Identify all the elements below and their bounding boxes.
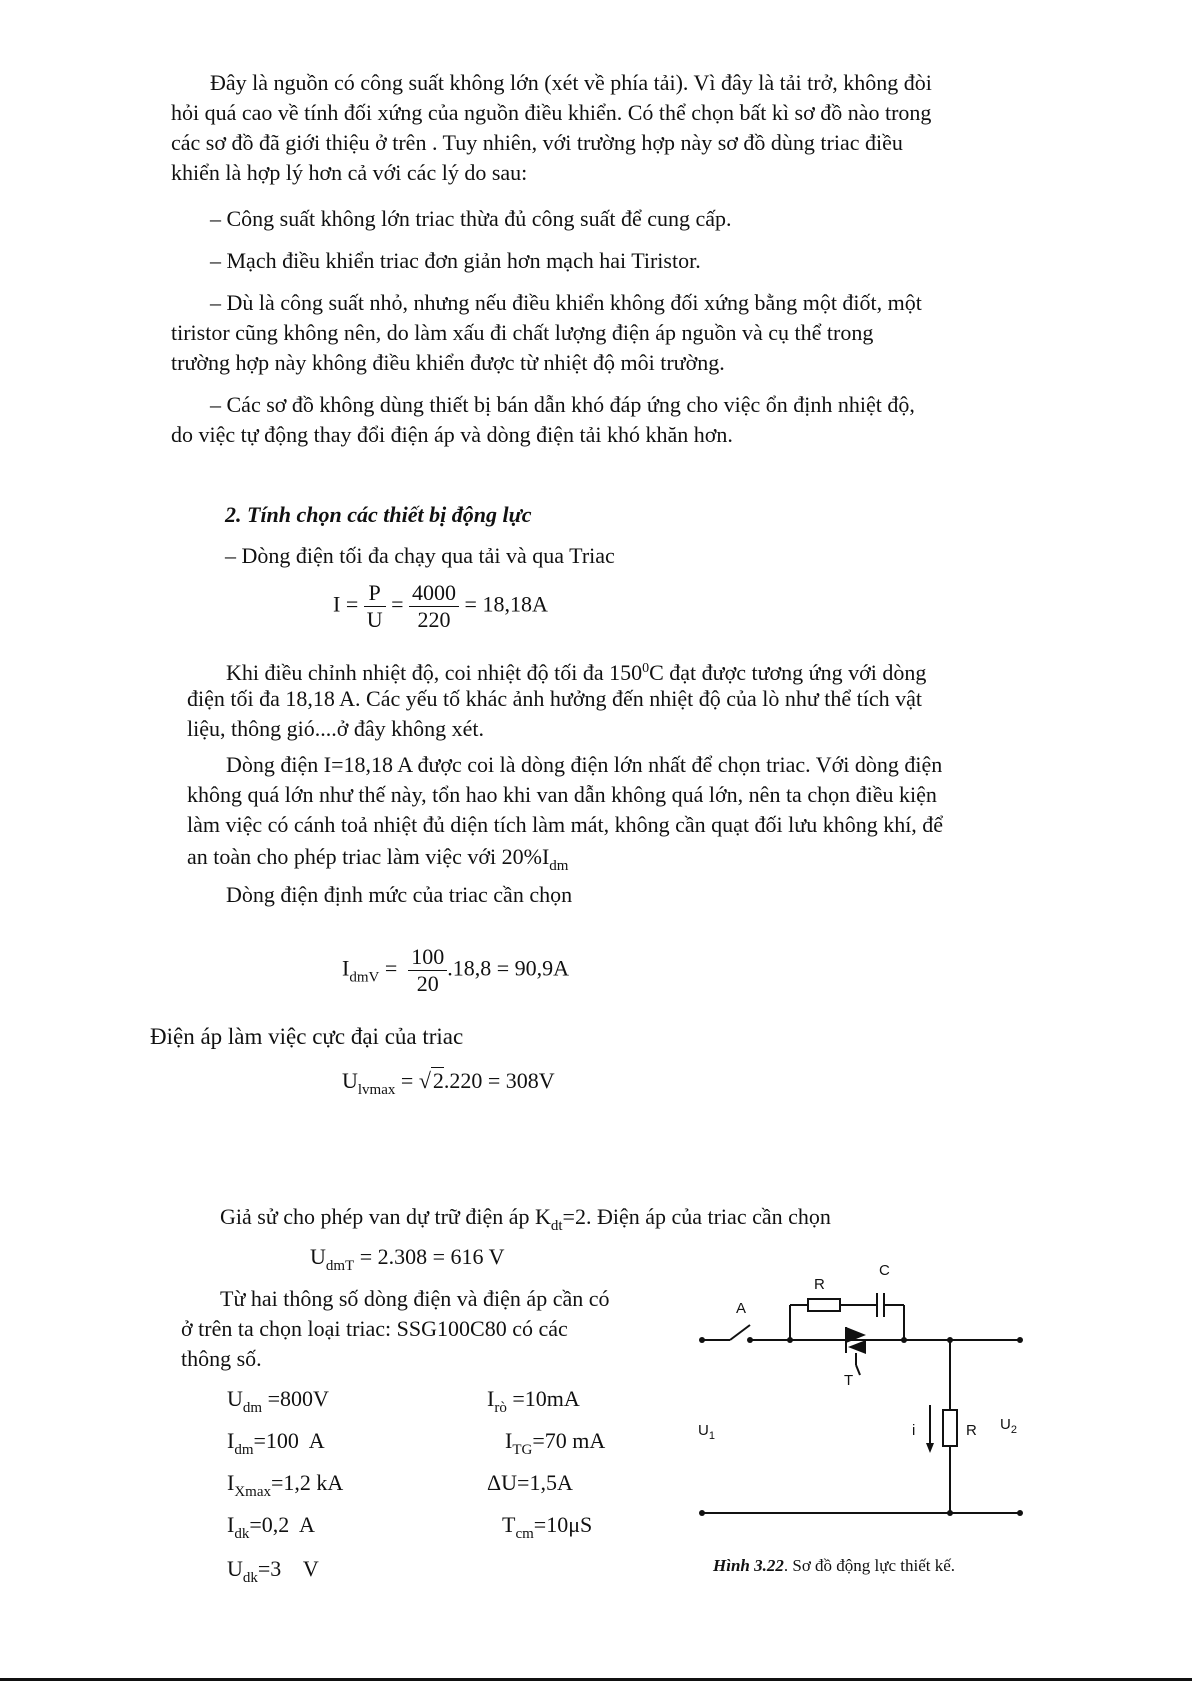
switch-a-blade	[730, 1325, 750, 1340]
resistor-snubber	[808, 1299, 840, 1311]
formula-udmt-lhs: U	[310, 1244, 326, 1269]
reason-3-line-1: – Dù là công suất nhỏ, nhưng nếu điều khiển không đối xứng bằng một điốt, một	[210, 290, 922, 315]
param-udm	[227, 1386, 329, 1417]
temp-line-1	[226, 654, 926, 688]
label-r-snubber: R	[814, 1276, 825, 1293]
fraction-den: U	[366, 607, 383, 632]
label-u2	[1000, 1416, 1017, 1436]
sqrt-sign: √	[418, 1068, 431, 1093]
reason-1: – Công suất không lớn triac thừa đủ công suất để cung cấp.	[210, 206, 732, 231]
param-value: =10μS	[533, 1512, 593, 1537]
formula-udmt-result: = 2.308 = 616 V	[354, 1244, 505, 1269]
param-delta-u	[487, 1470, 573, 1501]
figure-caption-text: . Sơ đồ động lực thiết kế.	[783, 1556, 956, 1575]
choice-line-2: ở trên ta chọn loại triac: SSG100C80 có các	[181, 1316, 568, 1341]
choice-line-1: Từ hai thông số dòng điện và điện áp cần có	[220, 1286, 610, 1311]
formula-idm-result: .18,8 = 90,9A	[447, 955, 570, 981]
formula-udmt	[310, 1244, 505, 1275]
param-symbol: I	[227, 1512, 235, 1537]
fraction-p-over-u	[364, 580, 386, 633]
formula-u-eq: =	[395, 1068, 419, 1093]
fraction-4000-over-220	[409, 580, 459, 633]
intro-line-4: khiển là hợp lý hơn cả với các lý do sau:	[171, 160, 528, 185]
label-u1-main: U	[698, 1422, 709, 1439]
label-u2-main: U	[1000, 1416, 1011, 1433]
label-u2-sub: 2	[1010, 1424, 1017, 1436]
label-c: C	[879, 1262, 890, 1279]
param-sub: TG	[512, 1442, 533, 1458]
formula-i-lhs: I =	[333, 591, 359, 617]
page-bottom-rule	[0, 1678, 1192, 1681]
param-value: =10mA	[506, 1386, 580, 1411]
param-sub: Xmax	[234, 1484, 271, 1500]
fraction-100-over-20	[408, 944, 447, 997]
param-value: =800V	[262, 1386, 329, 1411]
param-symbol: I	[227, 1428, 235, 1453]
sqrt-argument: 2	[432, 1068, 444, 1093]
fraction-den: 20	[416, 971, 439, 996]
intro-line-2: hỏi quá cao về tính đối xứng của nguồn điều khiển. Có thể chọn bất kì sơ đồ nào trong	[171, 100, 932, 125]
intro-line-3: các sơ đồ đã giới thiệu ở trên . Tuy nhiên, với trường hợp này sơ đồ dùng triac điều	[171, 130, 903, 155]
formula-idm-eq: =	[379, 955, 403, 981]
triac-gate-lead	[856, 1365, 860, 1375]
param-value: =70 mA	[532, 1428, 606, 1453]
param-idm	[227, 1428, 325, 1459]
formula-idm-lhs-sub: dmV	[349, 969, 380, 986]
param-symbol: U	[227, 1556, 243, 1581]
formula-i-eq: =	[391, 591, 404, 617]
fraction-num: 100	[408, 944, 447, 971]
param-sub: dk	[242, 1570, 258, 1586]
param-symbol: I	[505, 1428, 513, 1453]
junction-dot	[901, 1337, 907, 1343]
label-a: A	[736, 1300, 747, 1317]
current-line-4-main: an toàn cho phép triac làm việc với 20%I	[187, 844, 550, 869]
label-t: T	[844, 1372, 854, 1389]
junction-dot	[787, 1337, 793, 1343]
formula-u-lhs: U	[342, 1068, 358, 1093]
param-symbol: I	[227, 1470, 235, 1495]
formula-i-result: = 18,18A	[464, 591, 548, 617]
param-value: =1,2 kA	[271, 1470, 344, 1495]
terminal-dot	[699, 1337, 705, 1343]
resistor-load	[943, 1410, 957, 1446]
max-current-intro: – Dòng điện tối đa chạy qua tải và qua Triac	[225, 543, 615, 568]
voltage-heading: Điện áp làm việc cực đại của triac	[150, 1024, 464, 1049]
terminal-dot	[1017, 1510, 1023, 1516]
formula-udmt-sub: dmT	[325, 1258, 355, 1274]
param-udk	[227, 1556, 319, 1587]
terminal-dot	[699, 1510, 705, 1516]
label-u1-sub: 1	[708, 1430, 715, 1442]
reason-3-line-2: tiristor cũng không nên, do làm xấu đi chất lượng điện áp nguồn và cụ thể trong	[171, 320, 874, 345]
param-sub: dk	[234, 1526, 250, 1542]
param-value: =3 V	[257, 1556, 319, 1581]
reserve-main: Giả sử cho phép van dự trữ điện áp K	[220, 1204, 551, 1229]
intro-line-1: Đây là nguồn có công suất không lớn (xét về phía tải). Vì đây là tải trở, không đòi	[210, 70, 932, 95]
junction-dot	[947, 1337, 953, 1343]
reason-4-line-2: do việc tự động thay đổi điện áp và dòng điện tải khó khăn hơn.	[171, 422, 733, 447]
formula-max-voltage	[342, 1068, 555, 1099]
current-arrow-head	[926, 1443, 934, 1453]
param-value: =1,5A	[517, 1470, 573, 1495]
fraction-num: P	[364, 580, 386, 607]
param-symbol: T	[502, 1512, 516, 1537]
label-u1	[698, 1422, 715, 1442]
param-sub: dm	[242, 1400, 263, 1416]
temp-line-1-b: C đạt được tương ứng với dòng	[649, 660, 927, 685]
fraction-num: 4000	[409, 580, 459, 607]
temp-line-2: điện tối đa 18,18 A. Các yếu tố khác ảnh hưởng đến nhiệt độ của lò như thể tích vật	[187, 686, 923, 711]
current-line-4-sub: dm	[549, 858, 569, 874]
formula-idm-lhs: I	[342, 955, 350, 981]
reason-2: – Mạch điều khiển triac đơn giản hơn mạch hai Tiristor.	[210, 248, 701, 273]
temp-line-3: liệu, thông gió....ở đây không xét.	[187, 716, 484, 741]
choice-line-3: thông số.	[181, 1346, 262, 1371]
formula-u-result: .220 = 308V	[443, 1068, 555, 1093]
label-r-load: R	[966, 1422, 977, 1439]
current-line-2: không quá lớn như thế này, tổn hao khi van dẫn không quá lớn, nên ta chọn điều kiện	[187, 782, 937, 807]
param-sub: dm	[234, 1442, 254, 1458]
param-value: =100 A	[253, 1428, 325, 1453]
param-value: =0,2 A	[249, 1512, 315, 1537]
terminal-dot	[747, 1337, 753, 1343]
param-symbol: U	[227, 1386, 243, 1411]
reserve-line	[220, 1202, 831, 1241]
param-sub: rò	[494, 1400, 507, 1416]
param-idk	[227, 1512, 315, 1543]
reason-3-line-3: trường hợp này không điều khiển được từ nhiệt độ môi trường.	[171, 350, 725, 375]
rated-current-intro: Dòng điện định mức của triac cần chọn	[226, 882, 573, 907]
reserve-rest: =2. Điện áp của triac cần chọn	[562, 1204, 831, 1229]
param-symbol: I	[487, 1386, 495, 1411]
current-line-1: Dòng điện I=18,18 A được coi là dòng điện lớn nhất để chọn triac. Với dòng điện	[226, 752, 943, 777]
terminal-dot	[1017, 1337, 1023, 1343]
degree-superscript: 0	[642, 661, 650, 676]
formula-rated-current	[342, 944, 569, 997]
formula-u-lhs-sub: lvmax	[357, 1082, 396, 1098]
param-iro	[487, 1386, 580, 1417]
param-ixmax	[227, 1470, 343, 1501]
current-line-4	[187, 842, 568, 881]
current-line-3: làm việc có cánh toả nhiệt đủ diện tích làm mát, không cần quạt đối lưu không khí, để	[187, 812, 944, 837]
power-circuit-diagram	[690, 1255, 1030, 1525]
formula-max-current	[333, 580, 548, 633]
param-tcm	[502, 1512, 592, 1543]
reserve-sub: dt	[550, 1218, 563, 1234]
label-i: i	[912, 1422, 916, 1439]
triac-arrow-left	[848, 1340, 866, 1354]
figure-caption	[713, 1556, 955, 1576]
reason-4-line-1: – Các sơ đồ không dùng thiết bị bán dẫn khó đáp ứng cho việc ổn định nhiệt độ,	[210, 392, 915, 417]
figure-number: Hình 3.22	[713, 1556, 784, 1575]
section-heading: 2. Tính chọn các thiết bị động lực	[225, 502, 532, 527]
junction-dot	[947, 1510, 953, 1516]
param-symbol: ΔU	[487, 1470, 518, 1495]
temp-line-1-a: Khi điều chỉnh nhiệt độ, coi nhiệt độ tối đa 150	[226, 660, 643, 685]
param-sub: cm	[515, 1526, 534, 1542]
fraction-den: 220	[417, 607, 451, 632]
param-itg	[505, 1428, 605, 1459]
